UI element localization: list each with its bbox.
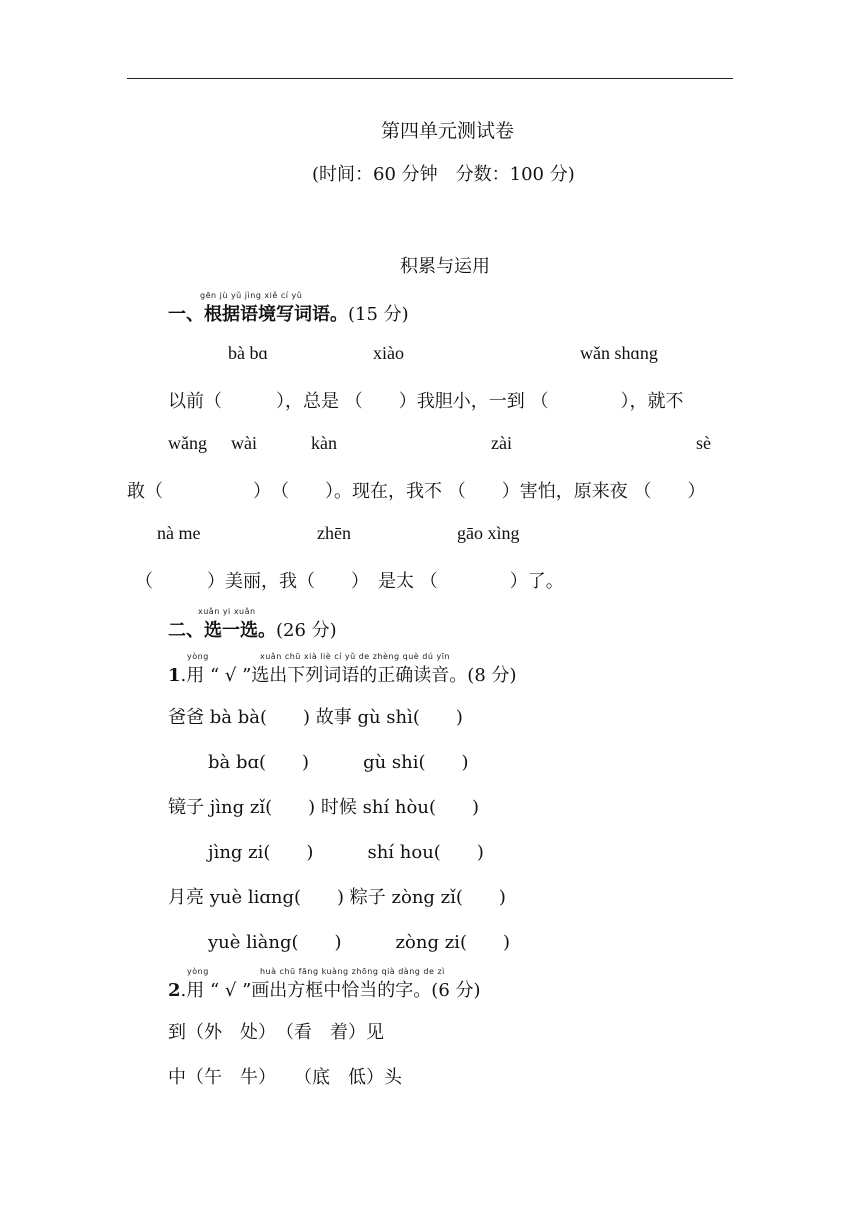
q2-2-score: (6 分) (431, 980, 481, 1001)
q2-number: 二、 (168, 620, 204, 641)
q2-1-line-3: 镜子 jìng zǐ( ) 时候 shí hòu( ) (168, 797, 480, 818)
q2-score: (26 分) (276, 620, 337, 641)
q2-1-number: 1 (168, 665, 181, 686)
q1-row3-pinyin-1: nà me (157, 523, 201, 543)
q2-2-text: .用 “ √ ”画出方框中恰当的字。 (180, 980, 432, 1001)
q2-2-line-2: 中（午 牛） （底 低）头 (168, 1067, 402, 1088)
q1-row1-pinyin-3: wǎn shɑng (580, 343, 658, 363)
q1-row1-pinyin-1: bà bɑ (228, 343, 268, 363)
q2-1-line-4: jìng zi( ) shí hou( ) (208, 842, 484, 863)
q2-1-line-1: 爸爸 bà bà( ) 故事 gù shì( ) (168, 707, 463, 728)
q2-2-ruby-rest: huà chū fāng kuàng zhōng qià dàng de zì (260, 967, 445, 976)
q2-heading (168, 616, 337, 642)
q1-row3-pinyin-3: gāo xìng (457, 523, 520, 543)
q2-1-line-5: 月亮 yuè liɑng( ) 粽子 zòng zǐ( ) (168, 887, 506, 908)
q2-2-number: 2 (168, 980, 181, 1001)
q1-row3-pinyin-2: zhēn (317, 523, 351, 543)
q1-row2-pinyin-3: kàn (311, 433, 337, 453)
q1-row2-pinyin-4: zài (491, 433, 512, 453)
q2-title: 选一选。 (204, 620, 276, 641)
q1-row1-pinyin-2: xiào (373, 343, 404, 363)
q2-1-ruby-rest: xuǎn chū xià liè cí yǔ de zhèng què dú yīn (260, 652, 450, 661)
q1-row3-text: （ ）美丽，我（ ） 是太 （ ）了。 (135, 571, 564, 592)
q1-row1-text: 以前（ ），总是 （ ）我胆小，一到 （ ），就不 (168, 391, 684, 412)
page-subtitle: (时间：60 分钟 分数：100 分) (312, 164, 575, 185)
q1-title: 根据语境写词语。 (204, 304, 348, 325)
q1-number: 一、 (168, 304, 204, 325)
q2-1-line-6: yuè liàng( ) zòng zi( ) (208, 932, 510, 953)
page-title: 第四单元测试卷 (381, 120, 515, 142)
q2-1-score: (8 分) (467, 665, 517, 686)
q2-1-line-2: bà bɑ( ) gù shi( ) (208, 752, 469, 773)
q1-row2-pinyin-2: wài (231, 433, 257, 453)
q1-row2-pinyin-1: wǎng (168, 433, 207, 453)
q2-2-heading (168, 976, 481, 1002)
q1-row2-pinyin-5: sè (696, 433, 711, 453)
q2-2-line-1: 到（外 处） （看 着）见 (168, 1022, 384, 1043)
q2-pinyin-ruby: xuǎn yi xuǎn (198, 607, 256, 616)
q2-1-ruby-yong: yòng (187, 652, 209, 661)
q2-1-text: .用 “ √ ”选出下列词语的正确读音。 (180, 665, 468, 686)
q1-row2-text: 敢（ ） （ ）。现在，我不 （ ）害怕，原来夜 （ ） (127, 481, 706, 502)
q2-1-heading (168, 661, 517, 687)
section-heading: 积累与运用 (400, 256, 490, 277)
q2-2-ruby-yong: yòng (187, 967, 209, 976)
q1-pinyin-ruby: gēn jù yǔ jìng xiě cí yǔ (200, 291, 303, 300)
q1-score: (15 分) (348, 304, 409, 325)
header-rule (127, 78, 733, 79)
q1-heading (168, 300, 409, 326)
